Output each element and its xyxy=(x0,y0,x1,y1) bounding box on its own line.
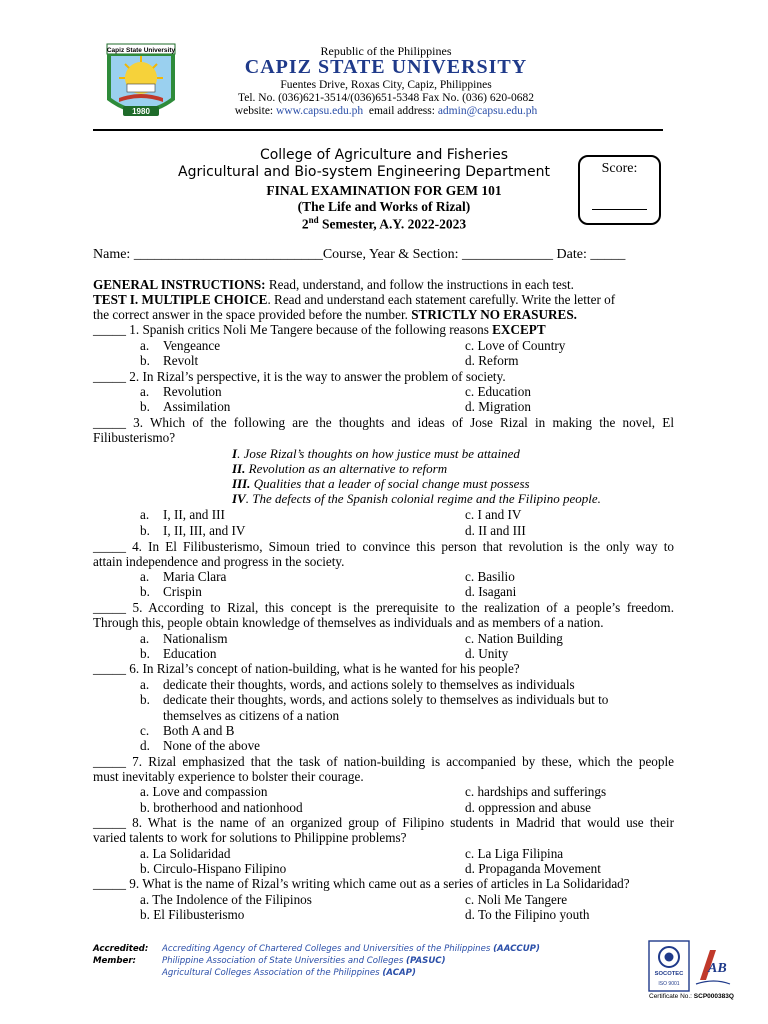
footer-accredited-label: Accredited: xyxy=(93,944,149,954)
footer-pasuc xyxy=(162,956,446,966)
option-letter: b. xyxy=(140,646,150,661)
option-text: dedicate their thoughts, words, and actions solely to themselves as individuals but to xyxy=(163,692,609,707)
q3-statement-ii xyxy=(232,461,447,476)
website-label: website: xyxy=(234,105,276,117)
score-blank-line[interactable] xyxy=(592,209,647,210)
q9-option-c[interactable]: c. Noli Me Tangere xyxy=(465,892,568,907)
footer-aaccup-acronym: (AACCUP) xyxy=(493,944,540,954)
email-label: email address: xyxy=(363,105,438,117)
q1-option-d[interactable]: d. Reform xyxy=(465,353,519,368)
q6-option-c[interactable] xyxy=(140,723,234,738)
semester-text: Semester, A.Y. 2022-2023 xyxy=(318,216,467,232)
option-letter: a. xyxy=(140,569,150,584)
q2-option-a[interactable] xyxy=(140,384,222,399)
question-2: _____ 2. In Rizal’s perspective, it is the way to answer the problem of society. xyxy=(93,369,506,384)
option-text: I, II, III, and IV xyxy=(163,523,246,538)
college-name: College of Agriculture and Fisheries xyxy=(259,147,509,163)
q7-option-b[interactable]: b. brotherhood and nationhood xyxy=(140,800,303,815)
exam-subtitle: (The Life and Works of Rizal) xyxy=(297,199,471,214)
q6-option-b-continued: themselves as citizens of a nation xyxy=(163,708,340,723)
footer-pasuc-text: Philippine Association of State Universities and Colleges xyxy=(162,956,407,966)
option-text: Vengeance xyxy=(163,338,221,353)
department-name: Agricultural and Bio-system Engineering Department xyxy=(178,164,550,180)
web-email-line xyxy=(200,105,572,117)
q7-option-a[interactable]: a. Love and compassion xyxy=(140,784,268,799)
roman-numeral: IV xyxy=(232,491,246,506)
test-bold-note: STRICTLY NO ERASURES. xyxy=(411,307,577,322)
test-text-2: the correct answer in the space provided before the number. xyxy=(93,307,412,322)
option-letter: b. xyxy=(140,399,150,414)
semester-suffix: nd xyxy=(308,215,319,225)
score-label: Score: xyxy=(601,161,638,176)
question-4-line-2: attain independence and progress in the society. xyxy=(93,554,345,569)
option-text: Maria Clara xyxy=(163,569,227,584)
certificate-label: Certificate No.: xyxy=(649,993,694,1000)
roman-numeral: II. xyxy=(232,461,246,476)
option-letter: a. xyxy=(140,338,150,353)
university-address: Fuentes Drive, Roxas City, Capiz, Philippines xyxy=(280,79,492,91)
logo-year: 1980 xyxy=(132,107,150,116)
q3-statement-iv xyxy=(232,491,601,506)
q3-option-c[interactable]: c. I and IV xyxy=(465,507,522,522)
question-9: _____ 9. What is the name of Rizal’s writing which came out as a series of articles in La Solidaridad? xyxy=(93,876,630,891)
footer-acap-acronym: (ACAP) xyxy=(382,968,416,978)
university-name: CAPIZ STATE UNIVERSITY xyxy=(244,56,528,78)
general-instructions-text: Read, understand, and follow the instructions in each test. xyxy=(265,277,574,292)
q6-option-a[interactable] xyxy=(140,677,575,692)
university-seal-logo xyxy=(105,42,177,126)
question-7-line-1: _____ 7. Rizal emphasized that the task of nation-building is accompanied by these, which the people xyxy=(93,754,674,769)
option-letter: b. xyxy=(140,584,150,599)
student-info-line[interactable]: Name: ___________________________Course, Year & Section: _____________ Date: _____ xyxy=(93,247,626,262)
q8-option-c[interactable]: c. La Liga Filipina xyxy=(465,846,564,861)
q8-option-a[interactable]: a. La Solidaridad xyxy=(140,846,231,861)
q2-option-c[interactable]: c. Education xyxy=(465,384,531,399)
q2-option-b[interactable] xyxy=(140,399,230,414)
statement-text: . Jose Rizal’s thoughts on how justice must be attained xyxy=(237,446,520,461)
footer-acap-text: Agricultural Colleges Association of the Philippines xyxy=(162,968,383,978)
statement-text: . The defects of the Spanish colonial regime and the Filipino people. xyxy=(245,491,601,506)
option-letter: a. xyxy=(140,384,150,399)
q5-option-c[interactable]: c. Nation Building xyxy=(465,631,563,646)
email-link[interactable]: admin@capsu.edu.ph xyxy=(437,105,538,117)
option-letter: a. xyxy=(140,677,150,692)
footer-aaccup xyxy=(162,944,540,954)
certificate-value: SCP000383Q xyxy=(693,993,734,1000)
question-7-line-2: must inevitably experience to bolster their courage. xyxy=(93,769,364,784)
q7-option-d[interactable]: d. oppression and abuse xyxy=(465,800,591,815)
semester-number: 2 xyxy=(301,216,309,232)
statement-text: Qualities that a leader of social change must possess xyxy=(250,476,530,491)
test-instructions-line-2 xyxy=(93,307,674,322)
option-text: dedicate their thoughts, words, and actions solely to themselves as individuals xyxy=(163,677,575,692)
certificate-number xyxy=(649,993,734,1000)
option-text: Assimilation xyxy=(163,399,231,414)
footer-aaccup-text: Accrediting Agency of Chartered Colleges and Universities of the Philippines xyxy=(162,944,494,954)
website-link[interactable]: www.capsu.edu.ph xyxy=(276,105,364,117)
option-text: None of the above xyxy=(163,738,261,753)
header-divider xyxy=(93,129,663,131)
q2-option-d[interactable]: d. Migration xyxy=(465,399,531,414)
q8-option-d[interactable]: d. Propaganda Movement xyxy=(465,861,601,876)
question-3-line-2: Filibusterismo? xyxy=(93,430,176,445)
tab-mark-text: AB xyxy=(708,961,727,976)
republic-header: Republic of the Philippines xyxy=(320,44,452,58)
certification-logos xyxy=(648,940,732,992)
q4-option-b[interactable] xyxy=(140,584,202,599)
footer-pasuc-acronym: (PASUC) xyxy=(406,956,446,966)
option-letter: d. xyxy=(140,738,150,753)
semester-line xyxy=(150,215,618,233)
question-1-stem: _____ 1. Spanish critics Noli Me Tangere because of the following reasons xyxy=(93,322,493,337)
general-instructions xyxy=(93,277,674,292)
q9-option-a[interactable]: a. The Indolence of the Filipinos xyxy=(140,892,312,907)
option-text: I, II, and III xyxy=(163,507,225,522)
q1-option-b[interactable] xyxy=(140,353,198,368)
question-5-line-2: Through this, people obtain knowledge of themselves as individuals and as members of a nation. xyxy=(93,615,604,630)
tel-fax-line: Tel. No. (036)621-3514/(036)651-5348 Fax No. (036) 620-0682 xyxy=(238,92,534,104)
logo-text: Capiz State University xyxy=(106,47,176,54)
roman-numeral: III. xyxy=(232,476,251,491)
q7-option-c[interactable]: c. hardships and sufferings xyxy=(465,784,607,799)
footer-member-label: Member: xyxy=(93,956,136,966)
score-box xyxy=(578,155,661,225)
q3-option-b[interactable] xyxy=(140,523,245,538)
q3-statement-iii xyxy=(232,476,530,491)
q8-option-b[interactable]: b. Circulo-Hispano Filipino xyxy=(140,861,287,876)
option-letter: c. xyxy=(140,723,150,738)
option-letter: a. xyxy=(140,631,150,646)
test-text-1: . Read and understand each statement carefully. Write the letter of xyxy=(267,292,616,307)
q1-option-a[interactable] xyxy=(140,338,220,353)
option-text: Crispin xyxy=(163,584,202,599)
question-1-except: EXCEPT xyxy=(492,322,546,337)
q9-option-b[interactable]: b. El Filibusterismo xyxy=(140,907,245,922)
option-text: Education xyxy=(163,646,217,661)
question-6: _____ 6. In Rizal’s concept of nation-building, what is he wanted for his people? xyxy=(93,661,520,676)
option-letter: b. xyxy=(140,523,150,538)
statement-text: Revolution as an alternative to reform xyxy=(245,461,448,476)
q5-option-d[interactable]: d. Unity xyxy=(465,646,509,661)
question-3-line-1: _____ 3. Which of the following are the thoughts and ideas of Jose Rizal in making the novel, El xyxy=(93,415,674,430)
question-8-line-2: varied talents to work for solutions to Philippine problems? xyxy=(93,830,407,845)
test-label: TEST I. MULTIPLE CHOICE xyxy=(93,292,268,307)
question-1 xyxy=(93,322,674,337)
q9-option-d[interactable]: d. To the Filipino youth xyxy=(465,907,590,922)
q3-option-d[interactable]: d. II and III xyxy=(465,523,526,538)
q6-option-b[interactable] xyxy=(140,692,608,707)
option-text: Both A and B xyxy=(163,723,235,738)
q4-option-d[interactable]: d. Isagani xyxy=(465,584,517,599)
option-letter: b. xyxy=(140,353,150,368)
socotec-text: SOCOTEC xyxy=(654,971,684,977)
q5-option-a[interactable] xyxy=(140,631,227,646)
test-instructions-line-1 xyxy=(93,292,674,307)
option-letter: a. xyxy=(140,507,150,522)
q3-statement-i xyxy=(232,446,520,461)
general-instructions-label: GENERAL INSTRUCTIONS: xyxy=(93,277,266,292)
option-text: Nationalism xyxy=(163,631,228,646)
question-8-line-1: _____ 8. What is the name of an organized group of Filipino students in Madrid that would use their xyxy=(93,815,674,830)
option-text: Revolt xyxy=(163,353,199,368)
q4-option-a[interactable] xyxy=(140,569,226,584)
q5-option-b[interactable] xyxy=(140,646,216,661)
option-letter: b. xyxy=(140,692,150,707)
iso-text: ISO 9001 xyxy=(658,981,680,987)
q3-option-a[interactable] xyxy=(140,507,225,522)
question-4-line-1: _____ 4. In El Filibusterismo, Simoun tried to convince this person that revolution is the only way to xyxy=(93,539,674,554)
q4-option-c[interactable]: c. Basilio xyxy=(465,569,515,584)
q6-option-d[interactable] xyxy=(140,738,260,753)
footer-acap xyxy=(162,968,416,978)
roman-numeral: I xyxy=(232,446,238,461)
option-text: Revolution xyxy=(163,384,222,399)
exam-title: FINAL EXAMINATION FOR GEM 101 xyxy=(266,183,502,198)
q1-option-c[interactable]: c. Love of Country xyxy=(465,338,566,353)
question-5-line-1: _____ 5. According to Rizal, this concept is the prerequisite to the realization of a people’s freedom. xyxy=(93,600,674,615)
